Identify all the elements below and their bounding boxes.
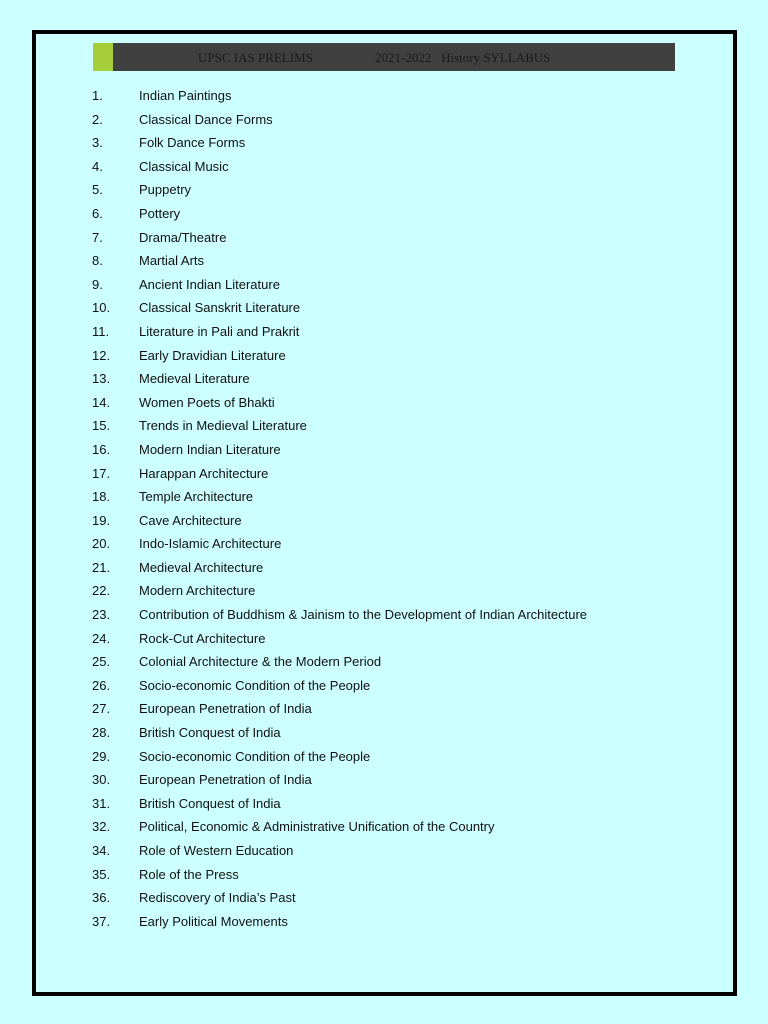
item-title: Martial Arts — [139, 253, 205, 269]
list-item — [92, 367, 587, 391]
list-item — [92, 84, 587, 108]
list-item — [92, 273, 587, 297]
item-number: 30. — [92, 772, 111, 788]
item-number: 13. — [92, 371, 111, 387]
header-exam-title: UPSC IAS PRELIMS — [198, 50, 313, 65]
item-title: Indian Paintings — [139, 88, 232, 103]
item-number: 28. — [92, 725, 111, 741]
item-number: 25. — [92, 654, 111, 670]
list-item — [92, 579, 587, 603]
item-title: Colonial Architecture & the Modern Period — [139, 654, 382, 670]
list-item — [92, 839, 587, 863]
item-title: Classical Sanskrit Literature — [139, 300, 301, 316]
item-number: 27. — [92, 701, 111, 717]
list-item — [92, 155, 587, 179]
item-number: 11. — [92, 323, 110, 339]
item-title: Ancient Indian Literature — [139, 276, 280, 292]
item-number: 23. — [92, 607, 111, 623]
item-number: 6. — [92, 205, 103, 221]
list-item — [92, 485, 587, 509]
item-title: Temple Architecture — [139, 489, 254, 505]
item-number: 34. — [92, 843, 111, 858]
list-item — [92, 391, 587, 415]
item-title: British Conquest of India — [139, 795, 281, 811]
list-item — [92, 344, 587, 368]
item-number: 22. — [92, 583, 111, 599]
item-title: Women Poets of Bhakti — [139, 394, 275, 410]
item-number: 16. — [92, 441, 111, 457]
header-bar — [93, 43, 675, 71]
list-item — [92, 768, 587, 792]
list-item — [92, 226, 587, 250]
item-title: Contribution of Buddhism & Jainism to the Development of Indian Architecture — [139, 607, 588, 623]
item-title: British Conquest of India — [139, 725, 281, 741]
item-title: Modern Architecture — [139, 583, 256, 599]
list-item — [92, 863, 587, 887]
item-title: European Penetration of India — [139, 701, 312, 717]
list-item — [92, 556, 587, 580]
item-title: Political, Economic & Administrative Unification of the Country — [139, 819, 495, 835]
item-title: Socio-economic Condition of the People — [139, 748, 371, 764]
item-number: 12. — [92, 347, 111, 363]
list-item — [92, 249, 587, 273]
item-title: Folk Dance Forms — [139, 135, 246, 151]
item-number: 32. — [92, 819, 111, 835]
item-title: Medieval Literature — [139, 371, 250, 387]
list-item — [92, 697, 587, 721]
list-item — [92, 438, 587, 462]
item-number: 31. — [92, 795, 111, 811]
item-number: 14. — [92, 394, 111, 410]
list-item — [92, 296, 587, 320]
item-number: 36. — [92, 890, 111, 906]
header-accent-block — [93, 43, 113, 71]
item-number: 8. — [92, 253, 103, 269]
item-number: 20. — [92, 536, 111, 552]
item-title: European Penetration of India — [139, 772, 312, 788]
item-title: Indo-Islamic Architecture — [139, 536, 282, 552]
item-title: Cave Architecture — [139, 512, 242, 528]
item-number: 26. — [92, 677, 111, 693]
list-item — [92, 462, 587, 486]
item-title: Trends in Medieval Literature — [139, 418, 307, 434]
item-number: 37. — [92, 913, 111, 929]
item-number: 15. — [92, 418, 111, 434]
item-title: Early Dravidian Literature — [139, 347, 286, 363]
item-number: 17. — [92, 465, 111, 481]
header-syllabus-title: 2021-2022 History SYLLABUS — [375, 50, 551, 65]
item-number: 10. — [92, 300, 111, 316]
list-item — [92, 178, 587, 202]
item-title: Literature in Pali and Prakrit — [139, 323, 300, 339]
list-item — [92, 815, 587, 839]
list-item — [92, 131, 587, 155]
item-title: Rediscovery of India’s Past — [139, 890, 296, 906]
list-item — [92, 414, 587, 438]
item-number: 4. — [92, 158, 103, 174]
list-item — [92, 792, 587, 816]
item-number: 21. — [92, 559, 111, 575]
syllabus-list — [92, 84, 587, 933]
list-item — [92, 886, 587, 910]
item-title: Classical Music — [139, 158, 229, 174]
item-title: Harappan Architecture — [139, 465, 269, 481]
item-title: Rock-Cut Architecture — [139, 630, 266, 646]
item-number: 18. — [92, 489, 111, 505]
item-number: 3. — [92, 135, 103, 151]
item-title: Drama/Theatre — [139, 229, 227, 245]
list-item — [92, 532, 587, 556]
list-item — [92, 603, 587, 627]
list-item — [92, 509, 587, 533]
item-number: 7. — [92, 229, 103, 245]
item-title: Classical Dance Forms — [139, 111, 273, 127]
item-number: 2. — [92, 111, 103, 127]
item-title: Modern Indian Literature — [139, 441, 281, 457]
list-item — [92, 674, 587, 698]
item-title: Puppetry — [139, 182, 192, 198]
item-number: 1. — [92, 88, 103, 103]
item-number: 19. — [92, 512, 111, 528]
list-item — [92, 745, 587, 769]
item-title: Early Political Movements — [139, 913, 288, 929]
item-title: Socio-economic Condition of the People — [139, 677, 371, 693]
item-number: 5. — [92, 182, 103, 198]
item-number: 24. — [92, 630, 111, 646]
item-number: 9. — [92, 276, 103, 292]
item-title: Pottery — [139, 205, 181, 221]
item-title: Medieval Architecture — [139, 559, 264, 575]
item-title: Role of the Press — [139, 866, 239, 882]
list-item — [92, 721, 587, 745]
item-number: 29. — [92, 748, 111, 764]
item-title: Role of Western Education — [139, 843, 294, 858]
list-item — [92, 910, 587, 934]
item-number: 35. — [92, 866, 111, 882]
list-item — [92, 108, 587, 132]
list-item — [92, 202, 587, 226]
list-item — [92, 320, 587, 344]
list-item — [92, 627, 587, 651]
list-item — [92, 650, 587, 674]
